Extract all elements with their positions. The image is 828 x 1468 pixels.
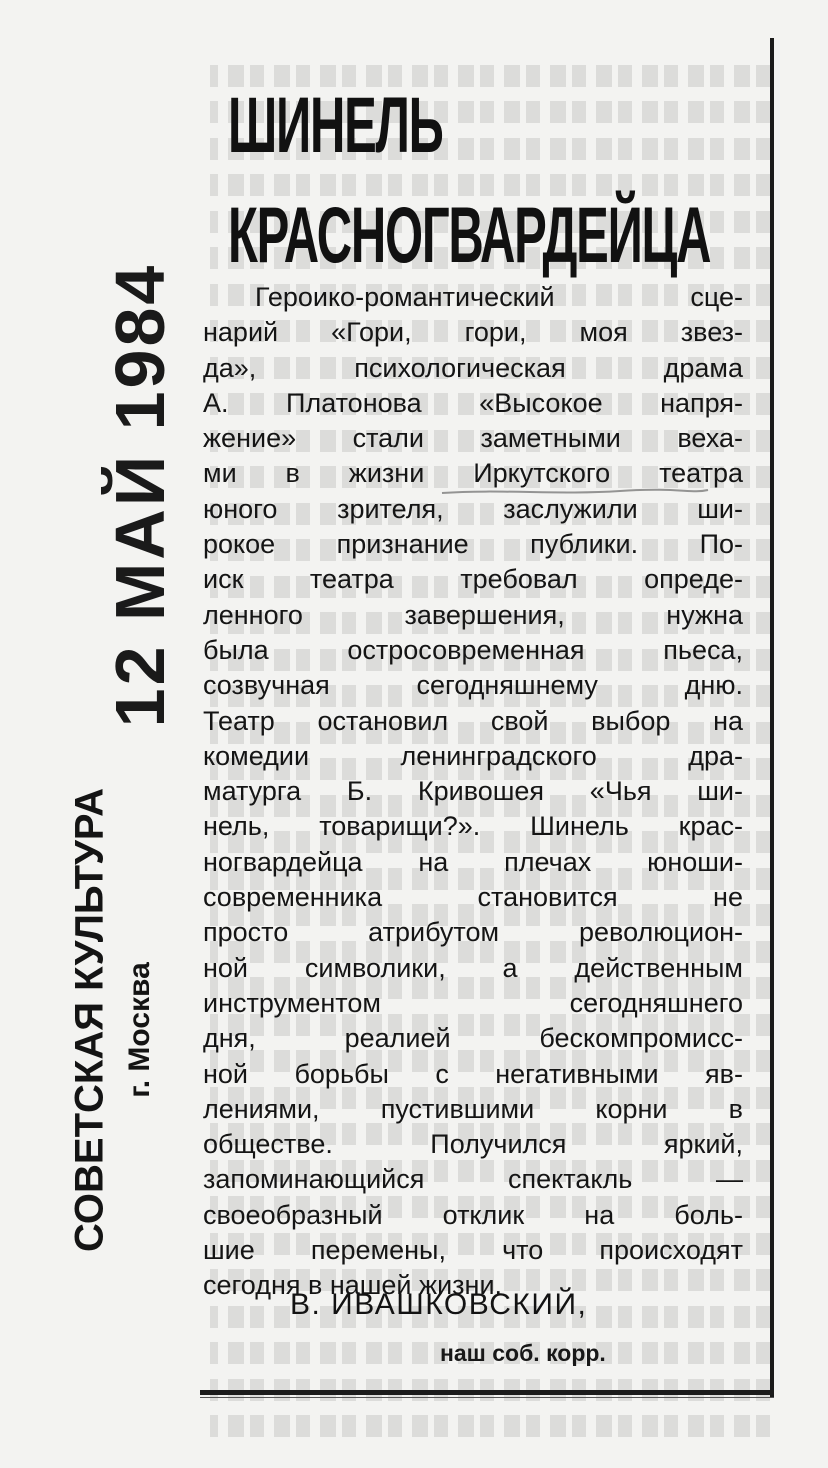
headline-line-2: КРАСНОГВАРДЕЙЦА (228, 190, 711, 279)
author-role: наш соб. корр. (440, 1340, 606, 1366)
article-line: нель, товарищи?». Шинель крас- (203, 811, 743, 842)
article-line: юного зрителя, заслужили ши- (203, 493, 743, 524)
article-line: обществе. Получился яркий, (203, 1129, 743, 1160)
article-line: рокое признание публики. По- (203, 529, 743, 560)
column-rule-bottom (200, 1390, 774, 1395)
column-rule-bottom-thin (200, 1397, 774, 1398)
article-line: А. Платонова «Высокое напря- (203, 387, 743, 418)
article-line: нарий «Гори, гори, моя звез- (203, 317, 743, 348)
newspaper-name-stamp (65, 788, 115, 1252)
pencil-underline-mark (440, 485, 710, 499)
article-line: матурга Б. Кривошея «Чья ши- (203, 776, 743, 807)
author-name: В. ИВАШКОВСКИЙ, (290, 1288, 588, 1321)
article-line: ной борьбы с негативными яв- (203, 1058, 743, 1089)
article-line: своеобразный отклик на боль- (203, 1199, 743, 1230)
date-stamp (100, 262, 180, 728)
article-line: лениями, пустившими корни в (203, 1093, 743, 1124)
article-line: инструментом сегодняшнего (203, 987, 743, 1018)
article-body (203, 280, 743, 1304)
article-line: иск театра требовал опреде- (203, 564, 743, 595)
article-headline (228, 70, 711, 290)
article-line: запоминающийся спектакль — (203, 1164, 743, 1195)
article-line: комедии ленинградского дра- (203, 740, 743, 771)
article-line: дня, реалией бескомпромисс- (203, 1023, 743, 1054)
article-line: ной символики, а действенным (203, 952, 743, 983)
article-line: сегодня в нашей жизни. (203, 1270, 503, 1301)
article-line: шие перемены, что происходят (203, 1235, 743, 1266)
article-line: была остросовременная пьеса, (203, 634, 743, 665)
newspaper-name-text: СОВЕТСКАЯ КУЛЬТУРА (67, 788, 112, 1252)
article-line: современника становится не (203, 882, 743, 913)
city-stamp (118, 920, 162, 1140)
date-stamp-text: 12 МАЙ 1984 (101, 262, 179, 728)
article-line: просто атрибутом революцион- (203, 917, 743, 948)
article-line: ленного завершения, нужна (203, 599, 743, 630)
column-rule-right (770, 38, 774, 1398)
article-line: ногвардейца на плечах юноши- (203, 846, 743, 877)
article-line: Театр остановил свой выбор на (203, 705, 743, 736)
headline-line-1: ШИНЕЛЬ (228, 80, 443, 169)
article-text (203, 280, 743, 1304)
article-line: созвучная сегодняшнему дню. (203, 670, 743, 701)
article-line: ми в жизни Иркутского театра (203, 458, 743, 489)
city-stamp-text: г. Москва (123, 962, 156, 1098)
article-line: да», психологическая драма (203, 352, 743, 383)
article-line: жение» стали заметными веха- (203, 423, 743, 454)
article-line: Героико-романтический сце- (255, 282, 743, 312)
